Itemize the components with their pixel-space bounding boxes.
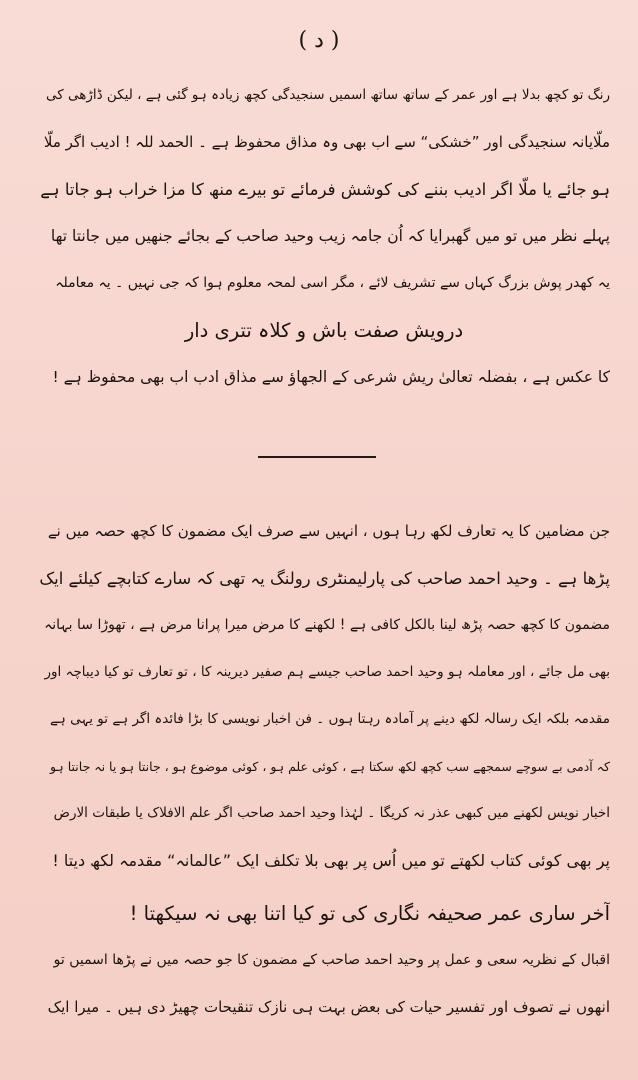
text-line: مقدمہ بلکہ ایک رسالہ لکھ دینے پر آمادہ رہتا ہوں ۔ فن اخبار نویسی کا بڑا فائدہ اگر ہے تو یہی ہے xyxy=(49,711,610,727)
text-line: رنگ تو کچھ بدلا ہے اور عمر کے ساتھ ساتھ اسمیں سنجیدگی کچھ زیادہ ہو گئی ہے ، لیکن ڈاڑھی کی xyxy=(45,87,610,103)
text-line: کہ آدمی بے سوچے سمجھے سب کچھ لکھ سکتا ہے ، کوئی علم ہو ، کوئی موضوع ہو ، جانتا ہو یا نہ جانتا ہو xyxy=(49,759,610,774)
section-divider xyxy=(258,456,376,458)
text-line: مضمون کا کچھ حصہ پڑھ لینا بالکل کافی ہے ! لکھنے کا مرض میرا پرانا مرض ہے ، تھوڑا سا بہانہ xyxy=(44,617,610,633)
text-line: بھی مل جائے ، اور معاملہ ہو وحید احمد صاحب جیسے ہم صفیر دیرینہ کا ، تو تعارف تو کیا دیباچہ اور xyxy=(44,664,610,680)
text-line: ہو جائے یا ملّا اگر ادیب بننے کی کوشش فرمائے تو بیرے منھ کا مزا خراب ہو جاتا ہے xyxy=(40,180,610,199)
page-number: ( د ) xyxy=(298,28,340,53)
text-line: اقبال کے نظریہ سعی و عمل پر وحید احمد صاحب کے مضمون کا جو حصہ میں نے پڑھا اسمیں تو xyxy=(53,952,610,968)
text-line: پہلے نظر میں تو میں گھبرایا کہ اُن جامہ زیب وحید صاحب کے بجائے جنھیں میں جانتا تھا xyxy=(50,227,610,245)
text-line: کا عکس ہے ، بفضلہ تعالیٰ ریش شرعی کے الجھاؤ سے مذاق ادب اب بھی محفوظ ہے ! xyxy=(52,368,610,386)
verse-line: درویش صفت باش و کلاہ تتری دار xyxy=(184,319,464,342)
paragraph-3 xyxy=(38,890,610,1031)
text-line: آخر ساری عمر صحیفہ نگاری کی تو کیا اتنا بھی نہ سیکھتا ! xyxy=(129,902,610,925)
text-line: پڑھا ہے ۔ وحید احمد صاحب کی پارلیمنٹری رولنگ یہ تھی کہ سارے کتابچے کیلئے ایک xyxy=(39,569,610,588)
text-line: جن مضامین کا یہ تعارف لکھ رہا ہوں ، انہیں سے صرف ایک مضمون کا کچھ حصہ میں نے xyxy=(47,522,610,540)
text-line: اخبار نویس لکھنے میں کبھی عذر نہ کریگا ۔ لہٰذا وحید احمد صاحب اگر علم الافلاک یا طبقات الارض xyxy=(53,805,610,821)
text-line: یہ کھدر پوش بزرگ کہاں سے تشریف لائے ، مگر اسی لمحہ معلوم ہوا کہ جی نہیں ۔ یہ معاملہ xyxy=(55,275,610,291)
text-line: انھوں نے تصوف اور تفسیر حیات کی بعض بہت ہی نازک تنقیحات چھیڑ دی ہیں ۔ میرا ایک xyxy=(47,998,610,1016)
paragraph-2 xyxy=(38,508,610,884)
text-line: پر بھی کوئی کتاب لکھتے تو میں اُس پر بھی بلا تکلف ایک ”عالمانہ“ مقدمہ لکھ دیتا ! xyxy=(52,851,610,870)
text-line: ملّایانہ سنجیدگی اور ”خشکی“ سے اب بھی وہ مذاق محفوظ ہے ۔ الحمد للہ ! ادیب اگر ملّا xyxy=(43,133,610,151)
paragraph-1 xyxy=(38,72,610,401)
